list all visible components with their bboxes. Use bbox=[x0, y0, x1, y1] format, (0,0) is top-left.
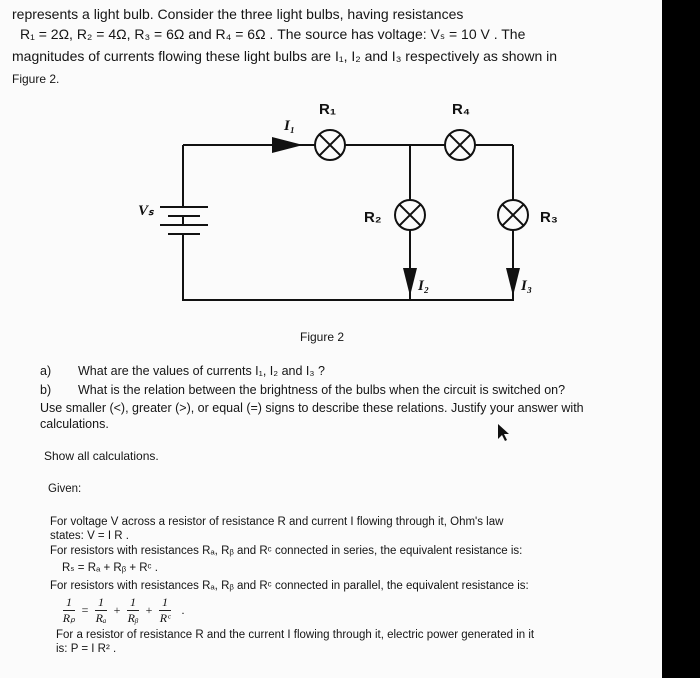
given-series-1: For resistors with resistances Rₐ, Rᵦ and Rᶜ connected in series, the equivalent resistance is: bbox=[50, 545, 523, 557]
problem-line-3: magnitudes of currents flowing these light bulbs are I₁, I₂ and I₃ respectively as shown in bbox=[12, 48, 558, 64]
question-a-text: What are the values of currents I₁, I₂ and I₃ ? bbox=[78, 364, 325, 378]
label-i3: I₃ bbox=[521, 278, 533, 294]
given-title: Given: bbox=[48, 483, 82, 495]
instructions: Show all calculations. bbox=[44, 449, 159, 463]
label-r2: R₂ bbox=[364, 209, 382, 226]
question-b-text-3: calculations. bbox=[40, 417, 109, 431]
screenshot: represents a light bulb. Consider the three light bulbs, having resistances R₁ = 2Ω, R₂ = 4Ω, R₃ = 6Ω and R₄ = 6Ω . The source has voltage: Vₛ = 10 V . The magnitudes of currents flowing these light bulbs are I₁, I₂ and I₃ respectively as shown in Figure 2. R₁ R₄ R₂ R₃ Vₛ I₁ I₂ I₃ Figure 2 a) What are the values of currents I₁, I₂ and I₃ ? b) What is the relation between the brightness of the bulbs when the circuit is switched on? Use smaller (<), greater (>), or equal (=) signs to describe these relations. Justify your answer with calculations. Show all calculations. Given: For voltage V across a resistor of resistance R and current I flowing through it, Ohm's law states: V = I R . For resistors with resistances Rₐ, Rᵦ and Rᶜ connected in series, the equivalent resistance is: Rₛ = Rₐ + Rᵦ + Rᶜ . For resistors with resistances Rₐ, Rᵦ and Rᶜ connected in parallel, the equivalent resistance is: 1 Rₚ = 1 Rₐ + 1 Rᵦ + 1 Rᶜ . For a resistor of resistance R and the current I flowing through it, electric power generated in it is: P = I R² . bbox=[0, 0, 700, 678]
label-i1: I₁ bbox=[284, 118, 296, 134]
question-b-label: b) bbox=[40, 383, 52, 397]
problem-line-2: R₁ = 2Ω, R₂ = 4Ω, R₃ = 6Ω and R₄ = 6Ω . The source has voltage: Vₛ = 10 V . The bbox=[20, 26, 526, 42]
label-i2: I₂ bbox=[418, 278, 430, 294]
given-ohm-2: states: V = I R . bbox=[50, 530, 129, 542]
question-b-text: What is the relation between the brightness of the bulbs when the circuit is switched on? bbox=[78, 383, 566, 397]
question-b-text-2: Use smaller (<), greater (>), or equal (=) signs to describe these relations. Justify your answer with bbox=[40, 401, 584, 415]
given-power-1: For a resistor of resistance R and the current I flowing through it, electric power generated in it bbox=[56, 629, 535, 641]
given-ohm-1: For voltage V across a resistor of resistance R and current I flowing through it, Ohm's law bbox=[50, 516, 504, 528]
label-r1: R₁ bbox=[319, 101, 337, 118]
problem-line-4: Figure 2. bbox=[12, 72, 60, 86]
given-power-2: is: P = I R² . bbox=[56, 643, 117, 655]
problem-line-1: represents a light bulb. Consider the three light bulbs, having resistances bbox=[12, 6, 464, 22]
label-vs: Vₛ bbox=[138, 203, 154, 219]
label-r4: R₄ bbox=[452, 101, 470, 118]
label-r3: R₃ bbox=[540, 209, 558, 226]
given-series-2: Rₛ = Rₐ + Rᵦ + Rᶜ . bbox=[62, 562, 158, 574]
question-a-label: a) bbox=[40, 364, 52, 378]
figure-caption: Figure 2 bbox=[300, 330, 345, 344]
given-parallel-1: For resistors with resistances Rₐ, Rᵦ and Rᶜ connected in parallel, the equivalent resistance is: bbox=[50, 580, 529, 592]
